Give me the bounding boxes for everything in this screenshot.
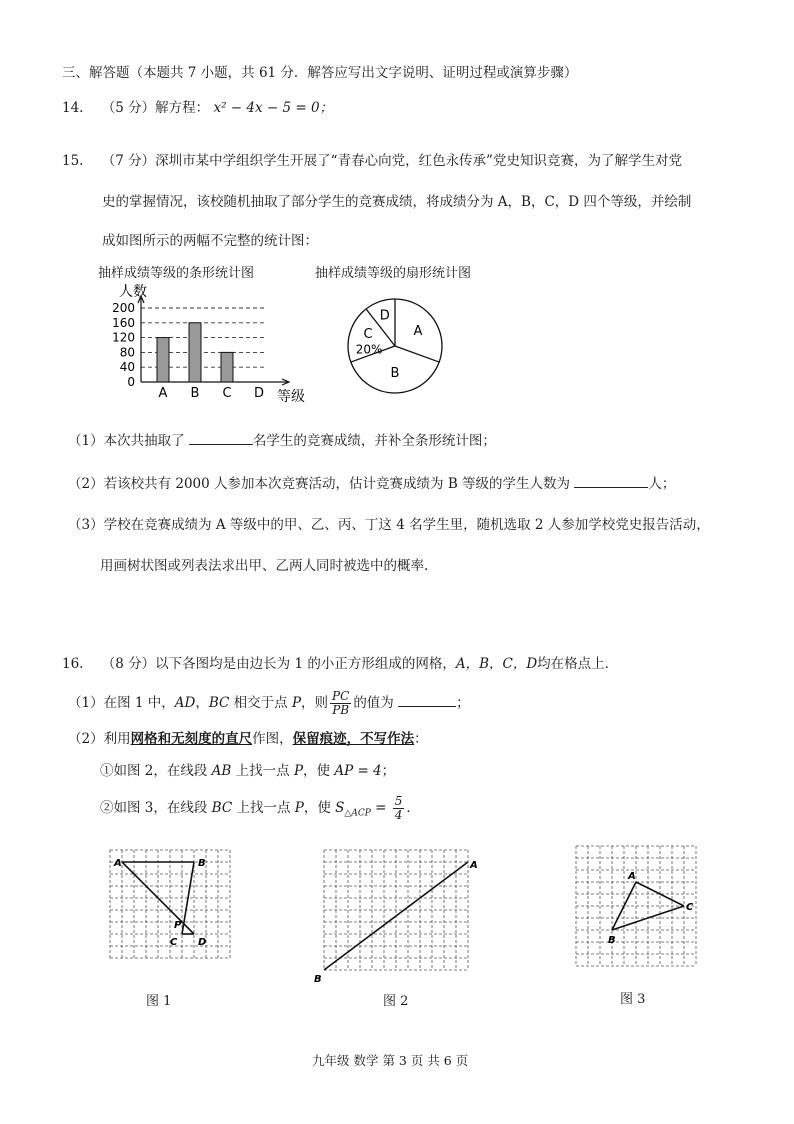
fraction-denominator: PB	[332, 703, 350, 717]
q16-i1-b: 上找一点	[231, 763, 294, 779]
pie-label-a: A	[413, 323, 423, 339]
q14-score: （5 分）解方程：	[101, 100, 210, 116]
y-tick-label: 40	[119, 360, 135, 375]
q16-intro-b: 均在格点上．	[537, 656, 619, 672]
fraction-5-4-num: 5	[394, 794, 403, 808]
figure-1-caption: 图 1	[146, 994, 172, 1009]
q16-sub1-ad: AD	[174, 695, 196, 711]
figure-3-caption: 图 3	[620, 992, 646, 1007]
q16-i2-b: 上找一点	[232, 800, 295, 816]
x-tick-label-c: C	[222, 386, 232, 401]
q16-i2-d: ．	[406, 800, 420, 816]
q16-sub2-a: （2）利用	[68, 731, 131, 747]
q16-sub1-c: ，则	[301, 695, 329, 711]
q16-sub2-underlined-2: 保留痕迹，不写作法	[292, 731, 415, 747]
q16-sub1-d: 的值为	[353, 695, 399, 711]
page-footer: 九年级 数学 第 3 页 共 6 页	[312, 1053, 469, 1068]
q16-i1-ab: AB	[211, 763, 232, 779]
q16-i1-p: P	[293, 763, 304, 779]
q16-i1-a: ①如图 2，在线段	[100, 763, 212, 779]
pie-chart	[340, 292, 450, 402]
y-tick-label: 200	[112, 301, 135, 315]
y-axis-label: 人数	[119, 284, 147, 300]
pie-label-c: C	[363, 326, 373, 342]
q16-sub1-a: （1）在图 1 中，	[68, 695, 175, 711]
q15-text-2: 史的掌握情况，该校随机抽取了部分学生的竞赛成绩，将成绩分为 A，B，C，D 四个等级，并绘制	[102, 194, 692, 210]
fraction-pc-pb	[330, 690, 351, 717]
q16-i2-sub: △ACP	[344, 808, 371, 819]
q16-answer-blank[interactable]	[398, 692, 456, 707]
figure-2-caption: 图 2	[383, 994, 409, 1009]
y-tick-label: 80	[119, 345, 135, 360]
question-15-line1	[62, 152, 682, 170]
fig1-label-p: P	[174, 920, 182, 931]
q16-i2-p: P	[294, 800, 304, 816]
figure-2-grid	[314, 846, 484, 986]
x-tick-label-a: A	[158, 386, 168, 401]
q16-i2-s: S	[335, 800, 345, 816]
q14-equation: x² − 4x − 5 = 0；	[213, 100, 334, 116]
bar-a	[157, 338, 169, 382]
bar-chart	[95, 282, 310, 412]
pie-label-b: B	[390, 366, 400, 381]
q16-i2-c: ，使	[303, 800, 336, 816]
fig1-label-d: D	[198, 937, 207, 948]
fig1-label-c: C	[170, 937, 178, 948]
q16-intro-a: （8 分）以下各图均是由边长为 1 的小正方形组成的网格，	[101, 656, 456, 672]
fig1-label-b: B	[198, 858, 206, 869]
q15-sub1-text-a: （1）本次共抽取了	[68, 433, 189, 449]
q16-i2-bc: BC	[211, 800, 233, 816]
fig3-label-b: B	[608, 935, 616, 946]
x-tick-label-b: B	[190, 386, 200, 401]
bar-c	[221, 352, 233, 382]
q16-i2-a: ②如图 3，在线段	[100, 800, 212, 816]
x-axis-label: 等级	[277, 389, 305, 405]
figure-3-grid	[570, 842, 710, 972]
fig3-label-c: C	[686, 902, 694, 913]
q16-number: 16.	[62, 656, 84, 672]
question-16	[62, 655, 618, 673]
q16-sub2	[68, 730, 428, 748]
q16-i2-eq: =	[370, 800, 391, 816]
q16-i1-eq: AP = 4	[334, 763, 382, 779]
q15-sub2-text-a: （2）若该校共有 2000 人参加本次竞赛活动，估计竞赛成绩为 B 等级的学生人数为	[68, 476, 575, 492]
q15-text-3: 成如图所示的两幅不完整的统计图：	[102, 233, 318, 249]
q16-intro-points: A，B，C，D	[455, 656, 538, 672]
q15-answer-blank-2[interactable]	[574, 473, 648, 488]
q15-answer-blank-1[interactable]	[189, 430, 253, 445]
y-tick-label: 0	[127, 375, 135, 389]
figure-1-grid	[104, 846, 236, 966]
q16-sub2-underlined-1: 网格和无刻度的直尺	[130, 731, 253, 747]
q16-item-1	[100, 762, 395, 780]
y-tick-label: 120	[112, 330, 135, 345]
q15-sub2-text-b: 人；	[648, 476, 676, 492]
q16-sub1-p: P	[291, 695, 302, 711]
q15-sub2	[68, 473, 675, 493]
q16-sub1-b: 相交于点	[229, 695, 292, 711]
section-title: 三、解答题（本题共 7 小题，共 61 分．解答应写出文字说明、证明过程或演算步骤）	[62, 65, 578, 81]
q15-text-1: （7 分）深圳市某中学组织学生开展了“青春心向党，红色永传承”党史知识竞赛，为了解学生对党	[101, 153, 682, 169]
question-14	[62, 99, 333, 117]
q15-sub1-text-b: 名学生的竞赛成绩，并补全条形统计图；	[252, 433, 496, 449]
pie-label-d: D	[379, 308, 390, 324]
q16-i1-d: ；	[381, 763, 396, 779]
q15-number: 15.	[62, 153, 84, 169]
q16-sub2-b: 作图，	[252, 731, 293, 747]
segment-ab-fig2	[324, 862, 468, 970]
fraction-5-4-den: 4	[394, 808, 403, 822]
fraction-numerator: PC	[332, 689, 350, 703]
x-tick-label-d: D	[253, 386, 265, 401]
q16-sub1-sep: ，	[195, 695, 209, 711]
q15-sub1	[68, 430, 496, 450]
fig1-label-a: A	[114, 858, 122, 869]
q16-sub1-e: ；	[456, 695, 470, 711]
fig2-label-a: A	[470, 860, 478, 871]
pie-chart-title: 抽样成绩等级的扇形统计图	[315, 266, 472, 281]
q16-sub1	[68, 688, 470, 718]
q16-sub2-c: ：	[414, 731, 428, 747]
fig3-label-a: A	[628, 871, 636, 882]
y-tick-label: 160	[112, 315, 135, 330]
bar-chart-title: 抽样成绩等级的条形统计图	[98, 266, 255, 281]
q16-i1-c: ，使	[303, 763, 335, 779]
fraction-5-4	[393, 795, 405, 822]
q14-number: 14.	[62, 100, 84, 116]
q16-sub1-bc: BC	[208, 695, 230, 711]
q15-sub3-line1: （3）学校在竞赛成绩为 A 等级中的甲、乙、丙、丁这 4 名学生里，随机选取 2 人参加学校党史报告活动，	[68, 517, 710, 533]
pie-percent-c: 20%	[355, 342, 383, 357]
q16-item-2	[100, 792, 420, 824]
bar-b	[189, 323, 201, 382]
q15-sub3-line2: 用画树状图或列表法求出甲、乙两人同时被选中的概率.	[100, 558, 429, 574]
fig2-label-b: B	[314, 974, 322, 985]
